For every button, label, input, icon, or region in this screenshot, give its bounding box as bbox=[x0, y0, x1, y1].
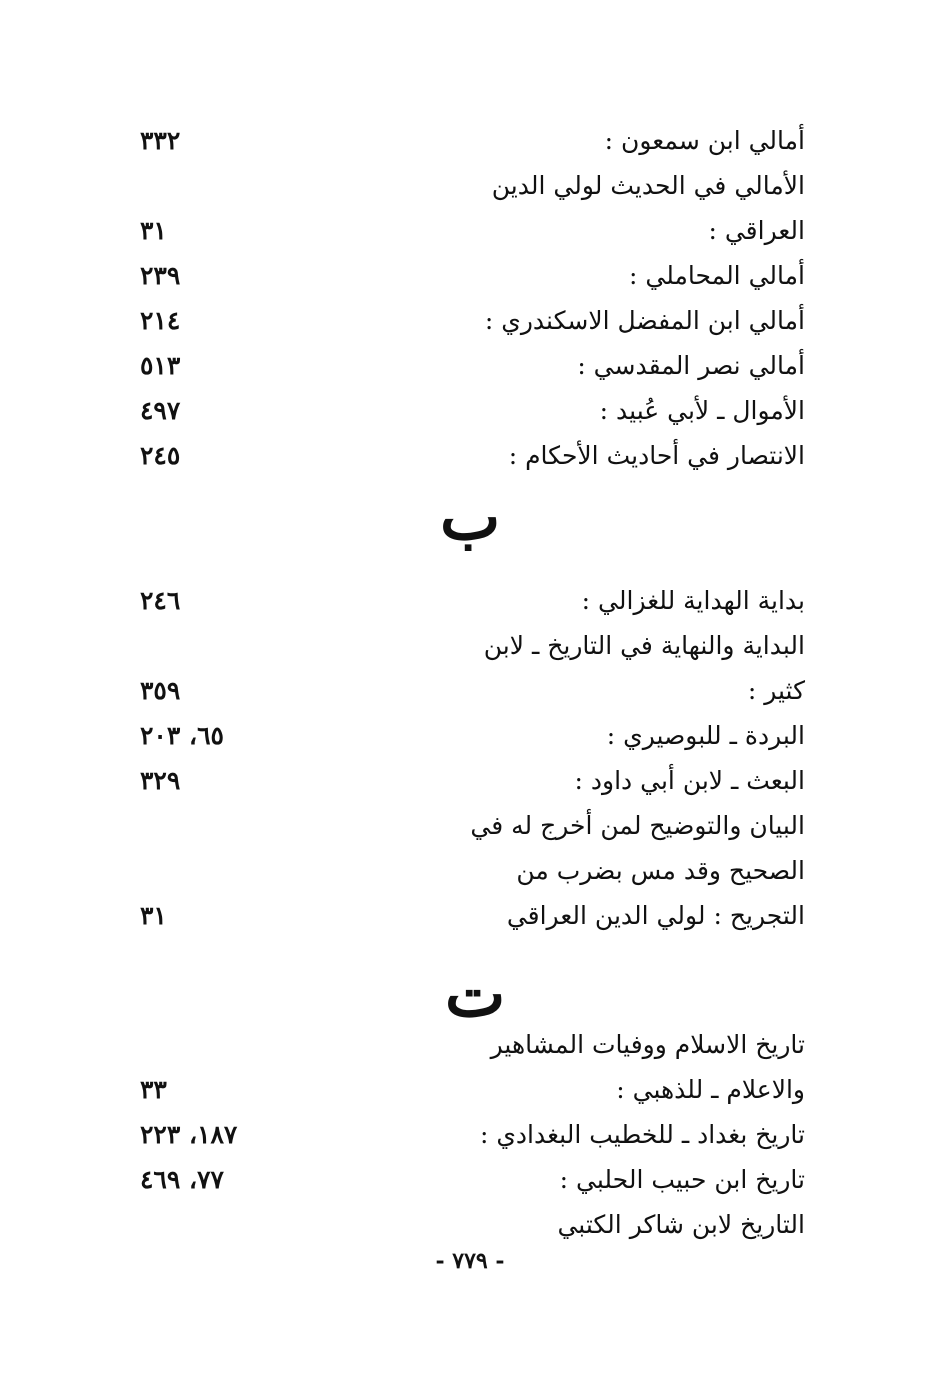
index-entry-title: التجريح : لولي الدين العراقي bbox=[506, 901, 805, 930]
index-entry-pages: ٢١٤ bbox=[140, 306, 181, 335]
index-entry-pages bbox=[140, 1202, 300, 1248]
index-entry-pages: ٣٣ bbox=[140, 1075, 167, 1104]
index-entry-title: تاريخ ابن حبيب الحلبي : bbox=[559, 1165, 805, 1194]
index-entry-title: تاريخ بغداد ـ للخطيب البغدادي : bbox=[479, 1120, 805, 1149]
index-entry-title: التاريخ لابن شاكر الكتبي bbox=[557, 1210, 805, 1239]
index-entry-pages: ١٨٧، ٢٢٣ bbox=[140, 1120, 238, 1149]
index-entry-pages: ٦٥، ٢٠٣ bbox=[140, 721, 224, 750]
index-entry-pages bbox=[140, 803, 300, 849]
index-entry-title: أمالي ابن سمعون : bbox=[604, 126, 805, 155]
index-entry-pages: ٥١٣ bbox=[140, 351, 181, 380]
index-entry-title: أمالي المحاملي : bbox=[628, 261, 805, 290]
index-entry-pages: ٢٤٦ bbox=[140, 586, 181, 615]
index-entry-title: البيان والتوضيح لمن أخرج له في bbox=[470, 811, 805, 840]
index-entry-title: الانتصار في أحاديث الأحكام : bbox=[508, 441, 805, 470]
index-entry-title: أمالي نصر المقدسي : bbox=[577, 351, 805, 380]
index-entry-title: الصحيح وقد مس بضرب من bbox=[516, 856, 805, 885]
index-entry-title: الأموال ـ لأبي عُبيد : bbox=[599, 396, 805, 425]
index-entry-pages: ٣٢٩ bbox=[140, 766, 181, 795]
index-entry-pages: ٣١ bbox=[140, 901, 167, 930]
index-entry-title: تاريخ الاسلام ووفيات المشاهير bbox=[490, 1030, 805, 1059]
index-entry-title: البردة ـ للبوصيري : bbox=[606, 721, 805, 750]
index-entry-pages bbox=[140, 163, 300, 209]
index-entry-pages: ٧٧، ٤٦٩ bbox=[140, 1165, 224, 1194]
section-letter-heading: ت bbox=[445, 957, 506, 1032]
index-entry-pages bbox=[140, 848, 300, 894]
index-entry-pages: ٤٩٧ bbox=[140, 396, 181, 425]
index-entry-title: والاعلام ـ للذهبي : bbox=[616, 1075, 805, 1104]
index-entry-title: كثير : bbox=[747, 676, 805, 705]
index-entry-pages: ٣٥٩ bbox=[140, 676, 181, 705]
index-entry-title: أمالي ابن المفضل الاسكندري : bbox=[484, 306, 805, 335]
index-entry-pages: ٣١ bbox=[140, 216, 167, 245]
index-entry-pages: ٢٤٥ bbox=[140, 441, 181, 470]
index-entry-title: العراقي : bbox=[708, 216, 805, 245]
index-entry-title: البداية والنهاية في التاريخ ـ لابن bbox=[483, 631, 805, 660]
index-entry-pages bbox=[140, 1022, 300, 1068]
index-entry-pages: ٢٣٩ bbox=[140, 261, 181, 290]
section-letter-heading: ب bbox=[440, 480, 501, 555]
index-entry-pages bbox=[140, 623, 300, 669]
index-entry-title: بداية الهداية للغزالي : bbox=[581, 586, 805, 615]
index-entry-title: الأمالي في الحديث لولي الدين bbox=[491, 171, 805, 200]
index-entry-title: البعث ـ لابن أبي داود : bbox=[574, 766, 805, 795]
index-entry-pages: ٣٣٢ bbox=[140, 126, 181, 155]
page-number: - ٧٧٩ - bbox=[435, 1248, 505, 1274]
